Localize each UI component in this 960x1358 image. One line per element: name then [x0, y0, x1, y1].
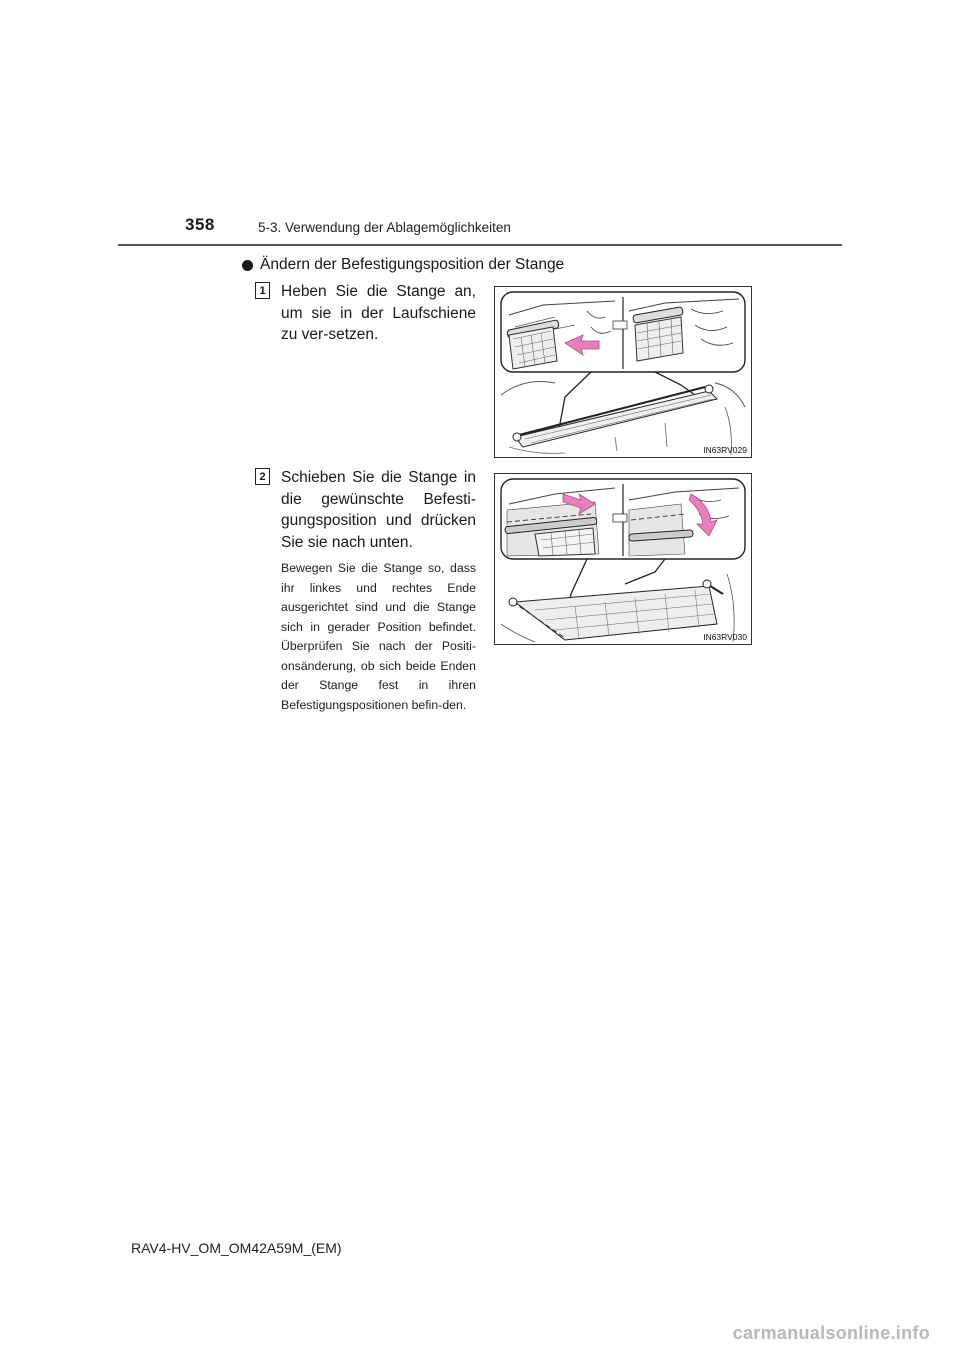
- step-2-number: 2: [255, 468, 270, 485]
- section-title: 5-3. Verwendung der Ablagemöglichkeiten: [258, 220, 511, 235]
- step-2-text: Schieben Sie die Stange in die gewünschte Befesti-gungsposition und drücken Sie sie nach unten.: [281, 469, 476, 551]
- step-1-text: Heben Sie die Stange an, um sie in der Laufschiene zu ver-setzen.: [281, 283, 476, 343]
- step-1-figure-code: IN63RV029: [703, 445, 747, 455]
- page-number: 358: [185, 215, 215, 234]
- bullet-heading: [242, 256, 564, 274]
- cargo-net-bar-lift-icon: [495, 287, 751, 457]
- header-divider: [118, 244, 842, 246]
- step-2-note: Bewegen Sie die Stange so, dass ihr linkes und rechtes Ende ausgerichtet sind und die Stange sich in gerader Position befindet. Überprüfen Sie nach der Positi-onsänderung, ob sich beide Enden der Stange fest in ihren Befestigungspositionen befin-den.: [281, 561, 476, 712]
- step-2-figure-code: IN63RV030: [703, 632, 747, 642]
- watermark: carmanualsonline.info: [732, 1323, 930, 1343]
- heading-text: Ändern der Befestigungsposition der Stange: [260, 256, 565, 273]
- document-id: RAV4-HV_OM_OM42A59M_(EM): [131, 1240, 342, 1256]
- cargo-net-bar-slide-icon: [495, 474, 751, 644]
- step-1-illustration: [494, 286, 752, 458]
- bullet-icon: [242, 260, 253, 271]
- step-1-number: 1: [255, 282, 270, 299]
- step-2-illustration: [494, 473, 752, 645]
